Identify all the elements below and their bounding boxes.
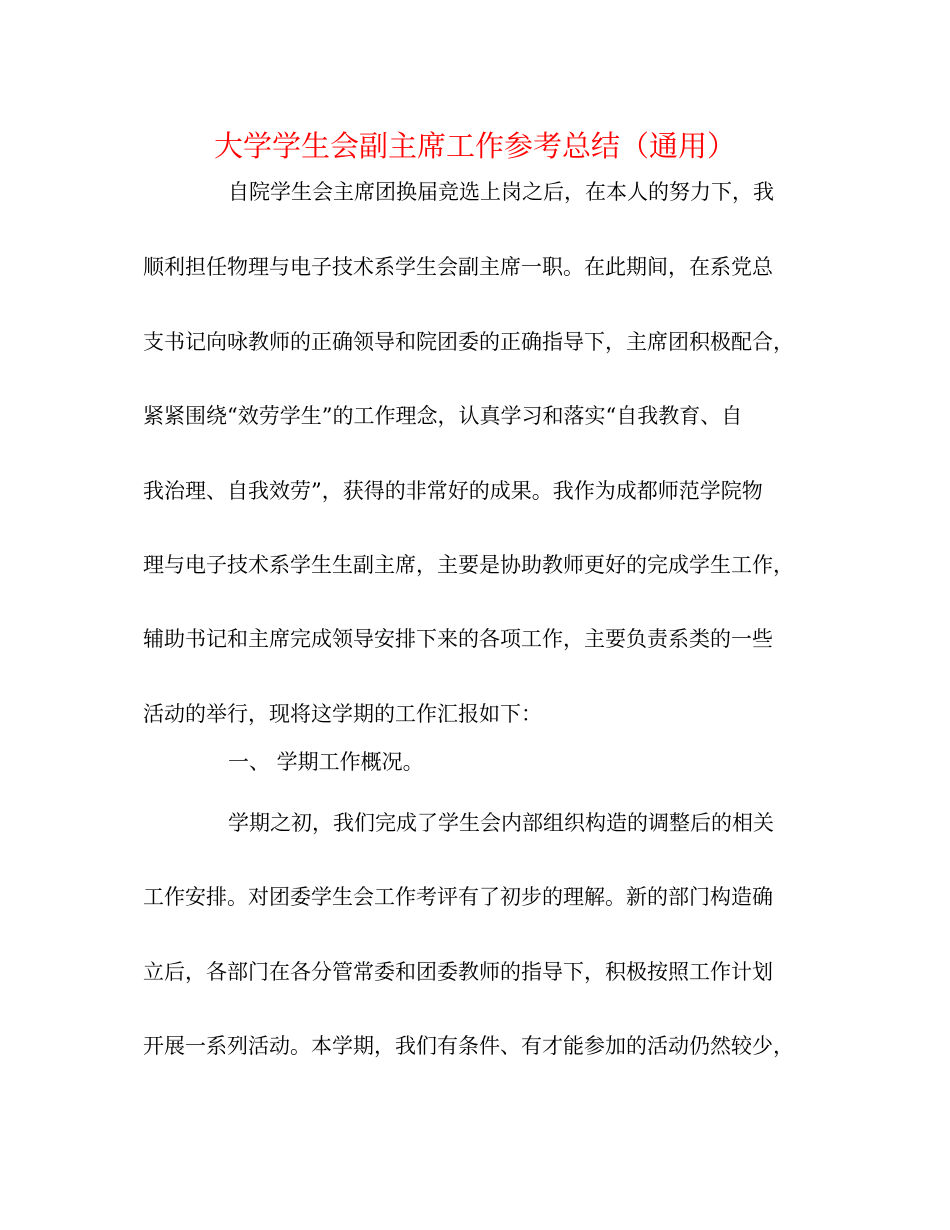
paragraph-line: 工作安排。对团委学生会工作考评有了初步的理解。新的部门构造确 [143, 885, 773, 909]
paragraph-line: 紧紧围绕“效劳学生”的工作理念，认真学习和落实“自我教育、自 [143, 404, 743, 428]
paragraph-line: 支书记向咏教师的正确领导和院团委的正确指导下，主席团积极配合， [143, 330, 794, 354]
paragraph-line: 自院学生会主席团换届竞选上岗之后，在本人的努力下，我 [228, 180, 774, 204]
paragraph-line: 学期之初，我们完成了学生会内部组织构造的调整后的相关 [228, 811, 774, 835]
paragraph-line: 活动的举行，现将这学期的工作汇报如下： [143, 702, 542, 726]
paragraph-line: 开展一系列活动。本学期，我们有条件、有才能参加的活动仍然较少， [143, 1034, 794, 1058]
document-title: 大学学生会副主席工作参考总结（通用） [213, 129, 736, 163]
paragraph-line: 辅助书记和主席完成领导安排下来的各项工作，主要负责系类的一些 [143, 627, 773, 651]
paragraph-line: 我治理、自我效劳”，获得的非常好的成果。我作为成都师范学院物 [143, 479, 763, 503]
paragraph-line: 理与电子技术系学生生副主席，主要是协助教师更好的完成学生工作， [143, 553, 794, 577]
section-heading: 一、 学期工作概况。 [228, 750, 424, 774]
paragraph-line: 顺利担任物理与电子技术系学生会副主席一职。在此期间，在系党总 [143, 255, 773, 279]
paragraph-line: 立后，各部门在各分管常委和团委教师的指导下，积极按照工作计划 [143, 960, 773, 984]
